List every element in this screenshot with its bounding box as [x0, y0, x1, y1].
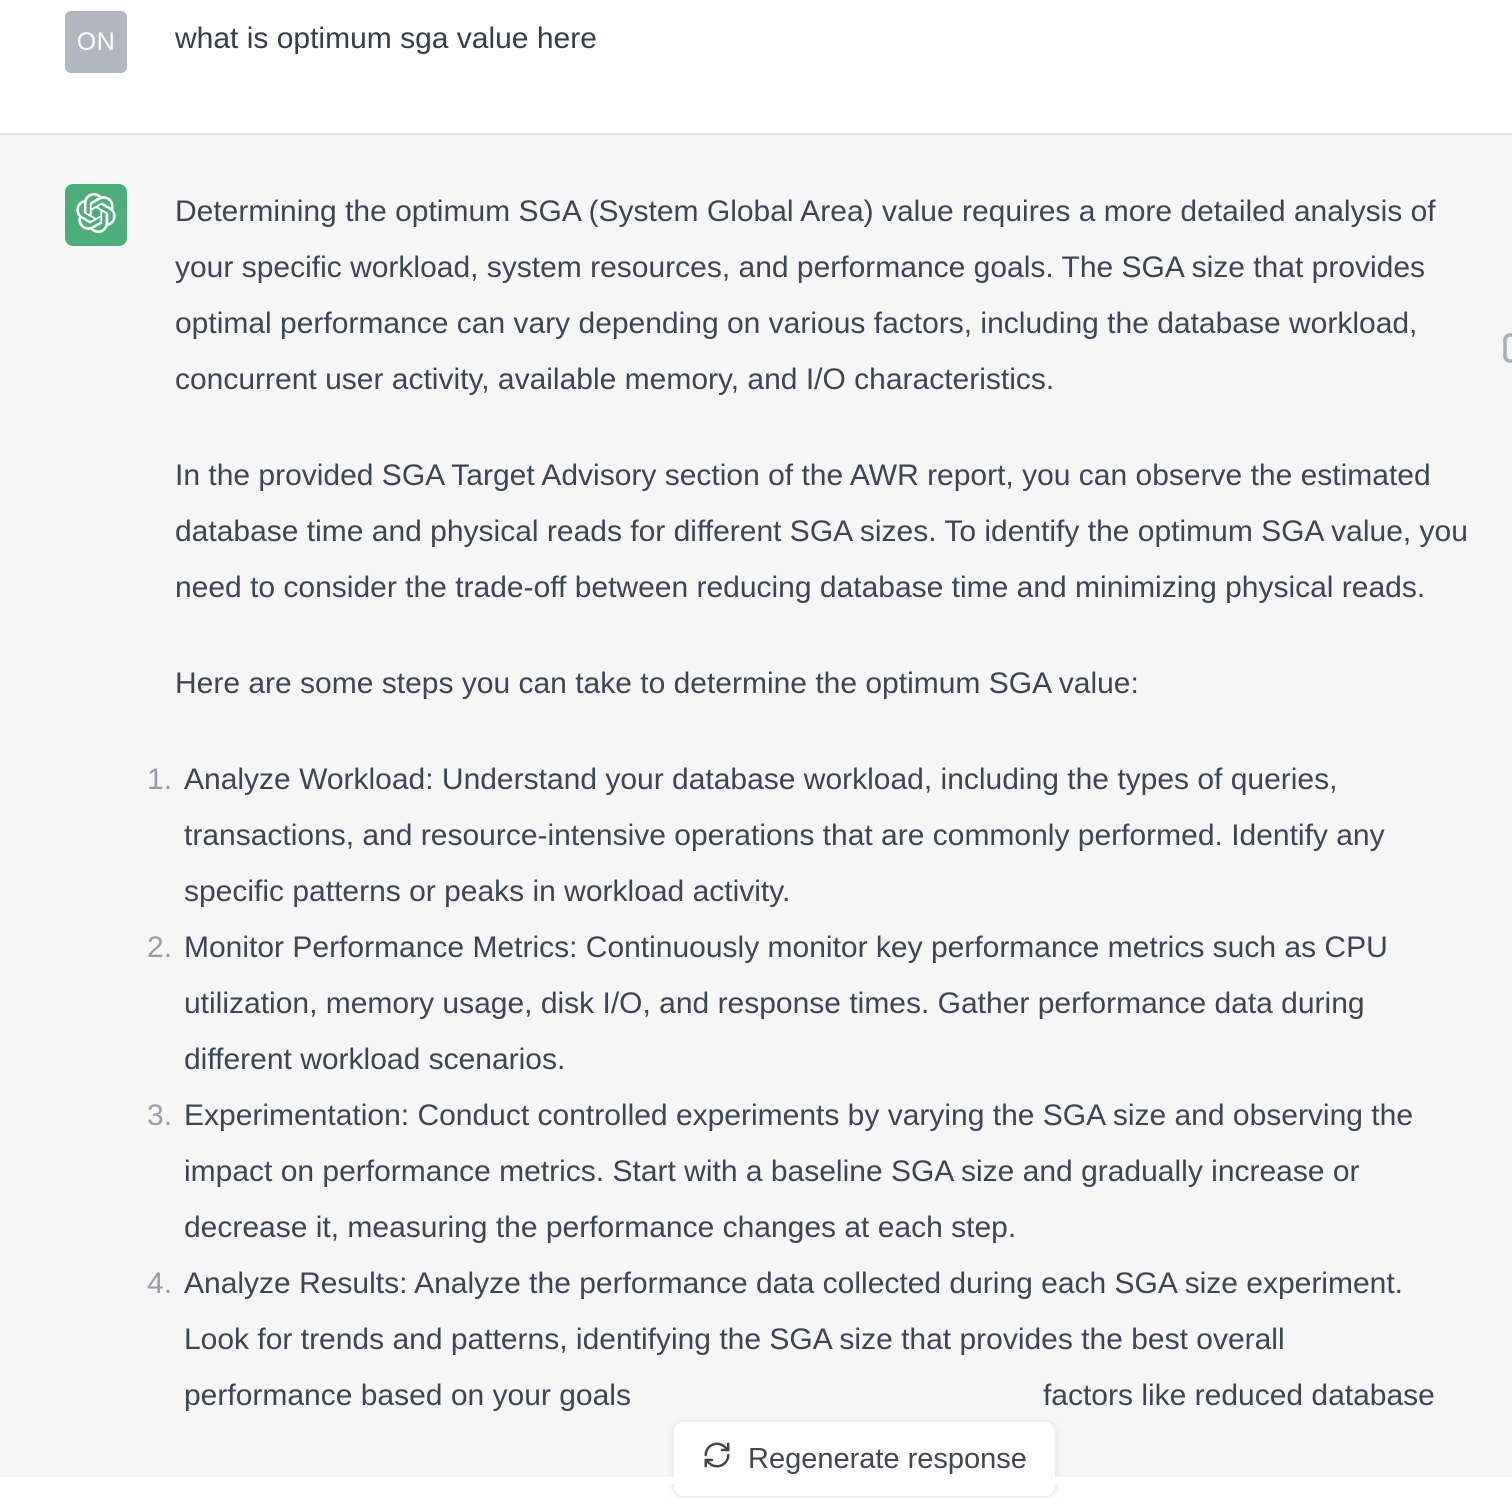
paragraph-1: Determining the optimum SGA (System Global Area) value requires a more detailed analysis of your specific workload, system resources, and performance goals. The SGA size that provides optimal performance can vary depending on various factors, including the database workload, concurrent user activity, available memory, and I/O characteristics.: [175, 195, 1436, 396]
list-item-4-line-3-after: factors like reduced database: [1042, 1379, 1435, 1412]
user-message-text: what is optimum sga value here: [175, 22, 597, 55]
list-item-4-line-1: Analyze Results: Analyze the performance data collected during each SGA size experiment.: [184, 1267, 1403, 1300]
numbered-list: [175, 752, 1471, 1424]
openai-logo-icon: [76, 193, 116, 238]
regenerate-button[interactable]: [672, 1420, 1057, 1498]
list-item-1: [184, 752, 1471, 920]
list-item-2-text: Monitor Performance Metrics: Continuously monitor key performance metrics such as CPU utilization, memory usage, disk I/O, and response times. Gather performance data during different workload scenarios.: [184, 931, 1388, 1076]
paragraph-3: Here are some steps you can take to determine the optimum SGA value:: [175, 667, 1139, 700]
list-item-4-line-3-before: performance based on your goals: [184, 1379, 631, 1412]
chatgpt-avatar: [65, 184, 127, 246]
user-avatar-initials: ON: [76, 27, 116, 56]
list-item-1-text: Analyze Workload: Understand your database workload, including the types of queries, transactions, and resource-intensive operations that are commonly performed. Identify any specific patterns or peaks in workload activity.: [184, 763, 1385, 908]
obscured-by-button-gap: [631, 1404, 1043, 1405]
list-item-4-line-2: Look for trends and patterns, identifying the SGA size that provides the best overall: [184, 1323, 1285, 1356]
user-avatar: [65, 11, 127, 73]
regenerate-label: Regenerate response: [748, 1442, 1027, 1475]
assistant-message-text: [175, 184, 1471, 1484]
paragraph-2: In the provided SGA Target Advisory section of the AWR report, you can observe the estimated database time and physical reads for different SGA sizes. To identify the optimum SGA value, you need to consider the trade-off between reducing database time and minimizing physical reads.: [175, 459, 1468, 604]
composer-top-strip: [0, 1477, 1512, 1484]
list-item-2: [184, 920, 1471, 1088]
regenerate-icon: [702, 1440, 732, 1478]
assistant-message-row: [0, 133, 1512, 1484]
copy-button[interactable]: [1499, 329, 1512, 377]
list-item-3: [184, 1088, 1471, 1256]
list-item-4-line-3: [184, 1368, 1471, 1424]
list-item-4: [184, 1256, 1471, 1424]
copy-icon: [1499, 365, 1512, 380]
user-message-row: [0, 0, 1512, 133]
list-item-3-text: Experimentation: Conduct controlled experiments by varying the SGA size and observing the impact on performance metrics. Start with a baseline SGA size and gradually increase or decrease it, measuring the performance changes at each step.: [184, 1099, 1414, 1244]
